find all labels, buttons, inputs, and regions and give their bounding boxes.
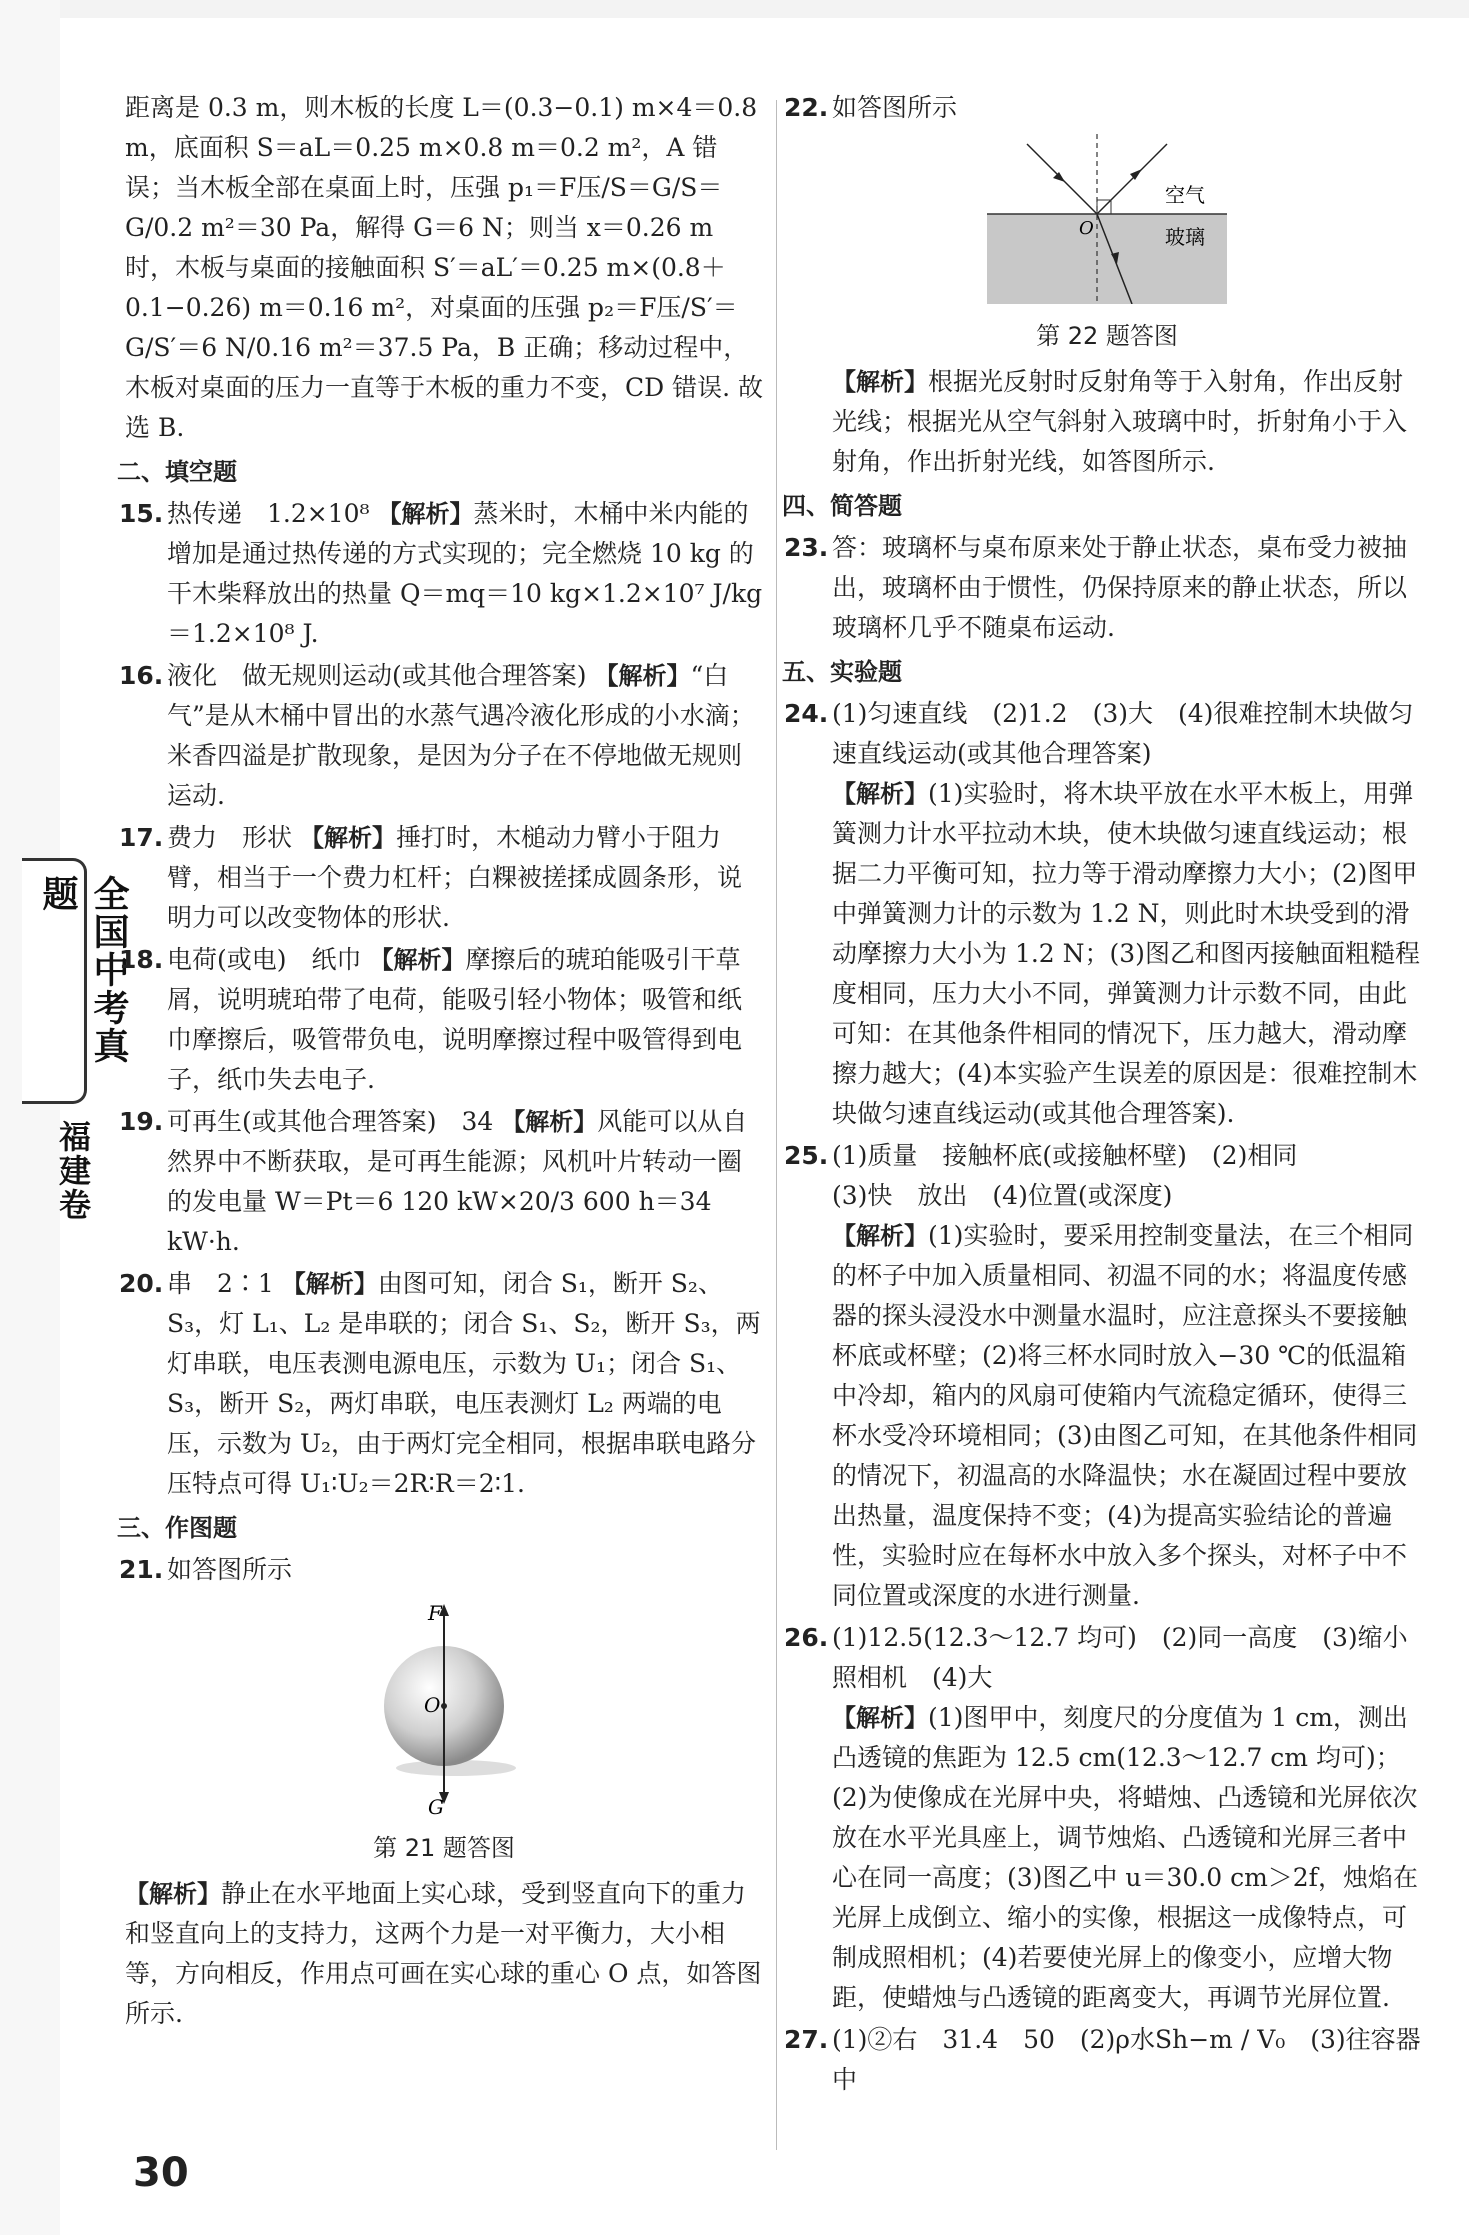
analysis-tag: 【解析】 [832, 1704, 928, 1732]
question-number: 22. [784, 93, 829, 122]
question-20 [119, 1264, 763, 1504]
analysis-text: 根据光反射时反射角等于入射角，作出反射光线；根据光从空气斜射入玻璃中时，折射角小于入射角，作出折射光线，如答图所示. [832, 367, 1408, 476]
question-16 [119, 656, 763, 816]
center-point [441, 1703, 447, 1709]
answer-line-1: (1)质量 接触杯底(或接触杯壁) (2)相同 [832, 1141, 1298, 1170]
analysis [832, 1698, 1424, 2018]
side-tab-title-box [22, 858, 129, 1104]
question-number: 20. [119, 1269, 164, 1298]
answer: 液化 做无规则运动(或其他合理答案) [167, 661, 587, 690]
top-band [0, 0, 1469, 18]
refraction-diagram-svg [987, 134, 1227, 304]
figure-22 [790, 134, 1424, 356]
column-divider [776, 100, 777, 2150]
label-glass: 玻璃 [1165, 225, 1205, 249]
question-17 [119, 818, 763, 938]
analysis-tag: 【解析】 [594, 662, 691, 690]
incident-arrowhead [1053, 172, 1065, 182]
question-number: 16. [119, 661, 164, 690]
section-fill-in: 二、填空题 [117, 458, 237, 486]
question-25 [784, 1136, 1424, 1616]
analysis-text: 风能可以从自然界中不断获取，是可再生能源；风机叶片转动一圈的发电量 W＝Pt＝6 120 kW×20/3 600 h＝34 kW·h. [167, 1107, 748, 1256]
analysis-text: (1)实验时，将木块平放在水平木板上，用弹簧测力计水平拉动木块，使木块做匀速直线运动；根据二力平衡可知，拉力等于滑动摩擦力大小；(2)图甲中弹簧测力计的示数为 1.2 N，则此时木块受到的滑动摩擦力大小为 1.2 N；(3)图乙和图丙接触面粗糙程度相同，压力大小不同，弹簧测力计示数不同，由此可知：在其他条件相同的情况下，压力越大，滑动摩擦力越大；(4)本实验产生误差的原因是：很难控制木块做匀速直线运动(或其他合理答案). [832, 779, 1420, 1128]
analysis-text: (1)实验时，要采用控制变量法，在三个相同的杯子中加入质量相同、初温不同的水；将温度传感器的探头浸没水中测量水温时，应注意探头不要接触杯底或杯壁；(2)将三杯水同时放入−30 ℃的低温箱中冷却，箱内的风扇可使箱内气流稳定循环，使得三杯水受冷环境相同；(3)由图乙可知，在其他条件相同的情况下，初温高的水降温快；水在凝固过程中要放出热量，温度保持不变；(4)为提高实验结论的普遍性，实验时应在每杯水中放入多个探头，对杯子中不同位置或深度的水进行测量. [832, 1221, 1418, 1610]
question-number: 18. [119, 945, 164, 974]
side-tab-title: 全国中考真题 [37, 875, 129, 1065]
section-short-answer: 四、简答题 [782, 492, 902, 520]
analysis-text: “白气”是从木桶中冒出的水蒸气遇冷液化形成的小水滴；米香四溢是扩散现象，是因为分子在不停地做无规则运动. [167, 661, 755, 810]
question-number: 24. [784, 699, 829, 728]
question-number: 19. [119, 1107, 164, 1136]
answer: (1)匀速直线 (2)1.2 (3)大 (4)很难控制木块做匀速直线运动(或其他合理答案) [832, 699, 1414, 768]
question-number: 26. [784, 1623, 829, 1652]
analysis-tag: 【解析】 [125, 1880, 221, 1908]
answer: 串 2∶1 [167, 1269, 274, 1298]
left-column [117, 88, 764, 2034]
answer: (1)12.5(12.3～12.7 均可) (2)同一高度 (3)缩小 照相机 (4)大 [832, 1623, 1433, 1692]
analysis [832, 1216, 1424, 1616]
answer-text: 答：玻璃杯与桌布原来处于静止状态，桌布受力被抽出，玻璃杯由于惯性，仍保持原来的静止状态，所以玻璃杯几乎不随桌布运动. [832, 533, 1408, 642]
side-tab [0, 858, 129, 1318]
answer: (1)②右 31.4 50 (2)ρ水Sh−m / V₀ (3)往容器中 [832, 2025, 1421, 2094]
label-g: G [428, 1795, 444, 1816]
analysis-text: 蒸米时，木桶中米内能的增加是通过热传递的方式实现的；完全燃烧 10 kg 的干木柴释放出的热量 Q＝mq＝10 kg×1.2×10⁷ J/kg＝1.2×10⁸ J. [167, 499, 763, 648]
analysis-text: 由图可知，闭合 S₁，断开 S₂、S₃，灯 L₁、L₂ 是串联的；闭合 S₁、S₂，断开 S₃，两灯串联，电压表测电源电压，示数为 U₁；闭合 S₁、S₃，断开 S₂，两灯串联，电压表测灯 L₂ 两端的电压，示数为 U₂，由于两灯完全相同，根据串联电路分压特点可得 U₁∶U₂＝2R∶R＝2∶1. [167, 1269, 761, 1498]
analysis-tag: 【解析】 [832, 780, 928, 808]
q14-continuation: 距离是 0.3 m，则木板的长度 L＝(0.3−0.1) m×4＝0.8 m，底面积 S＝aL＝0.25 m×0.8 m＝0.2 m²，A 错误；当木板全部在桌面上时，压强 p₁＝F压/S＝G/S＝G/0.2 m²＝30 Pa，解得 G＝6 N；则当 x＝0.26 m 时，木板与桌面的接触面积 S′＝aL′＝0.25 m×(0.8＋0.1−0.26) m＝0.16 m²，对桌面的压强 p₂＝F压/S′＝G/S′＝6 N/0.16 m²＝37.5 Pa，B 正确；移动过程中，木板对桌面的压力一直等于木板的重力不变，CD 错误. 故选 B. [125, 93, 764, 442]
analysis-text: 静止在水平地面上实心球，受到竖直向下的重力和竖直向上的支持力，这两个力是一对平衡力，大小相等，方向相反，作用点可画在实心球的重心 O 点，如答图所示. [125, 1879, 762, 2028]
question-number: 15. [119, 499, 164, 528]
analysis-tag: 【解析】 [501, 1108, 598, 1136]
question-number: 17. [119, 823, 164, 852]
question-number: 25. [784, 1141, 829, 1170]
analysis-text: 摩擦后的琥珀能吸引干草屑，说明琥珀带了电荷，能吸引轻小物体；吸管和纸巾摩擦后，吸管带负电，说明摩擦过程中吸管得到电子，纸巾失去电子. [167, 945, 743, 1094]
analysis-tag: 【解析】 [377, 500, 474, 528]
question-19 [119, 1102, 763, 1262]
force-diagram-svg [344, 1596, 544, 1816]
answer-line-2: (3)快 放出 (4)位置(或深度) [832, 1181, 1173, 1210]
question-number: 27. [784, 2025, 829, 2054]
side-tab-subtitle: 福建卷 [54, 1120, 92, 1222]
analysis-tag: 【解析】 [299, 824, 396, 852]
analysis-tag: 【解析】 [832, 368, 928, 396]
answer: 可再生(或其他合理答案) 34 [167, 1107, 494, 1136]
analysis-tag: 【解析】 [369, 946, 466, 974]
reflected-ray [1097, 144, 1167, 214]
answer: 电荷(或电) 纸巾 [167, 945, 362, 974]
figure-21-caption: 第 21 题答图 [373, 1834, 515, 1862]
question-15 [119, 494, 763, 654]
analysis-tag: 【解析】 [281, 1270, 378, 1298]
analysis-text: (1)图甲中，刻度尺的分度值为 1 cm，测出凸透镜的焦距为 12.5 cm(12.3～12.7 cm 均可)；(2)为使像成在光屏中央，将蜡烛、凸透镜和光屏依次放在水平光具座上，调节烛焰、凸透镜和光屏三者中心在同一高度；(3)图乙中 u＝30.0 cm＞2f，烛焰在光屏上成倒立、缩小的实像，根据这一成像特点，可制成照相机；(4)若要使光屏上的像变小，应增大物距，使蜡烛与凸透镜的距离变大，再调节光屏位置. [832, 1703, 1418, 2012]
q22-analysis [790, 362, 1424, 482]
question-26 [784, 1618, 1433, 2018]
figure-21 [125, 1596, 763, 1868]
question-21 [119, 1550, 763, 1590]
section-drawing: 三、作图题 [117, 1514, 237, 1542]
question-27 [784, 2020, 1424, 2100]
analysis-tag: 【解析】 [832, 1222, 928, 1250]
question-18 [119, 940, 763, 1100]
question-22 [784, 88, 1424, 128]
analysis [832, 774, 1424, 1134]
question-24 [784, 694, 1424, 1134]
answer: 如答图所示 [167, 1555, 293, 1584]
figure-22-caption: 第 22 题答图 [1036, 322, 1178, 350]
answer: 如答图所示 [832, 93, 958, 122]
label-f: F [428, 1601, 442, 1625]
question-number: 23. [784, 533, 829, 562]
answer: 费力 形状 [167, 823, 293, 852]
label-air: 空气 [1165, 183, 1205, 207]
page-number: 30 [133, 2150, 189, 2196]
right-column [782, 88, 1433, 2102]
analysis-text: 捶打时，木槌动力臂小于阻力臂，相当于一个费力杠杆；白粿被搓揉成圆条形，说明力可以改变物体的形状. [167, 823, 743, 932]
question-number: 21. [119, 1555, 164, 1584]
section-experiment: 五、实验题 [782, 658, 902, 686]
label-o: O [424, 1693, 441, 1717]
question-23 [784, 528, 1424, 648]
q21-analysis [125, 1874, 763, 2034]
label-o: O [1079, 218, 1094, 239]
answer: 热传递 1.2×10⁸ [167, 499, 370, 528]
